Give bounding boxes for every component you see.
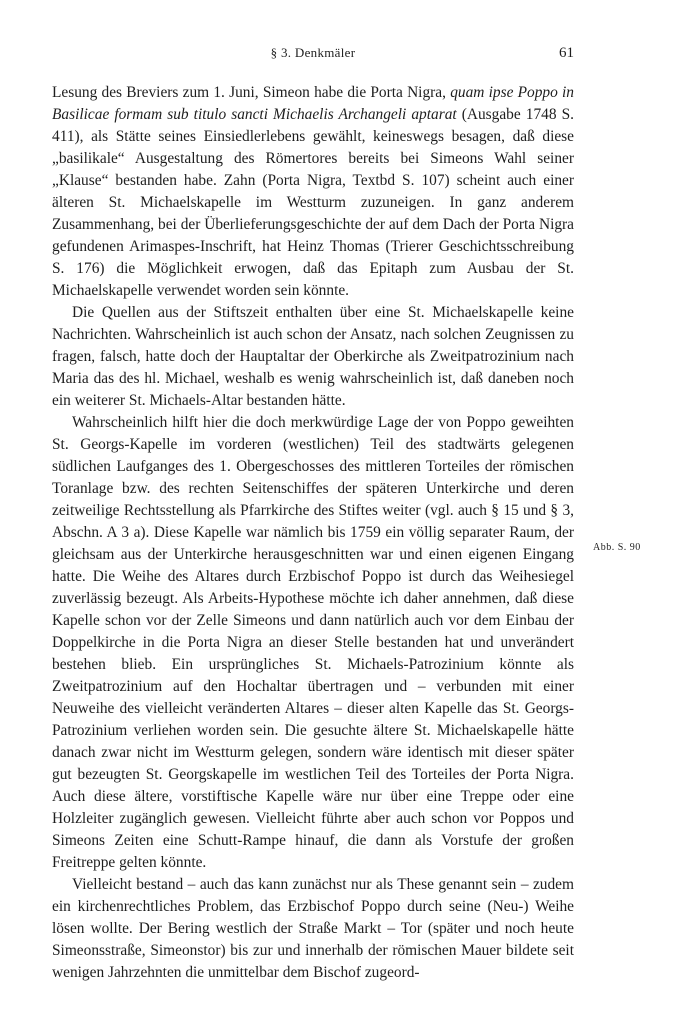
latin-quotation: quam ipse Poppo in Basilicae formam sub titulo sancti Michaelis Archangeli aptarat [52, 84, 574, 123]
paragraph: Vielleicht bestand – auch das kann zunächst nur als These genannt sein – zudem ein kirchenrechtliches Problem, das Erzbischof Poppo durch seine (Neu-) Weihe lösen wollte. Der Bering westlich der Straße Markt – Tor (später und noch heute Simeonsstraße, Simeonstor) bis zur und innerhalb der römischen Mauer bildete seit wenigen Jahrzehnten die unmittelbar dem Bischof zugeord- [52, 876, 574, 981]
figure-reference: Abb. S. 90 [593, 542, 641, 553]
section-title: § 3. Denkmäler [270, 45, 356, 60]
paragraph: Die Quellen aus der Stiftszeit enthalten über eine St. Michaelskapelle keine Nachrichten. Wahrscheinlich ist auch schon der Ansatz, nach solchen Zeugnissen zu fragen, falsch, hatte doch der Hauptaltar der Oberkirche als Zweitpatrozinium nach Maria das des hl. Michael, weshalb es wenig wahrscheinlich ist, daß daneben noch ein weiterer St. Michaels-Altar bestanden hätte. [52, 304, 574, 409]
running-header [52, 45, 574, 61]
page-number: 61 [559, 45, 574, 61]
paragraph-text: (Ausgabe 1748 S. 411), als Stätte seines Einsiedlerlebens gewählt, keineswegs besagen, daß diese „basilikale“ Ausgestaltung des Römertores bereits bei Simeons Wahl seiner „Klause“ bestanden habe. Zahn (Porta Nigra, Textbd S. 107) scheint auch einer älteren St. Michaelskapelle im Westturm zuzuneigen. In ganz anderem Zusammenhang, bei der Überlieferungsgeschichte der auf dem Dach der Porta Nigra gefundenen Arimaspes-Inschrift, hat Heinz Thomas (Trierer Geschichtsschreibung S. 176) die Möglichkeit erwogen, daß das Epitaph zum Ausbau der St. Michaelskapelle verwendet worden sein könnte. [52, 106, 574, 299]
body-text [52, 82, 574, 984]
paragraph [52, 82, 574, 302]
paragraph: Wahrscheinlich hilft hier die doch merkwürdige Lage der von Poppo geweihten St. Georgs-Kapelle im vorderen (westlichen) Teil des stadtwärts gelegenen südlichen Laufganges des 1. Obergeschosses des mittleren Torteiles der römischen Toranlage bzw. des rechten Seitenschiffes der späteren Unterkirche und deren zeitweilige Rechtsstellung als Pfarrkirche des Stiftes weiter (vgl. auch § 15 und § 3, Abschn. A 3 a). Diese Kapelle war nämlich bis 1759 ein völlig separater Raum, der gleichsam aus der Unterkirche herausgeschnitten war und einen eigenen Eingang hatte. Die Weihe des Altares durch Erzbischof Poppo ist durch das Weihesiegel zuverlässig bezeugt. Als Arbeits-Hypothese möchte ich daher annehmen, daß diese Kapelle schon vor der Zelle Simeons und dann natürlich auch vor dem Einbau der Doppelkirche in die Porta Nigra an dieser Stelle bestanden hat und unverändert bestehen blieb. Ein ursprüngliches St. Michaels-Patrozinium könnte als Zweitpatrozinium auf den Hochaltar übertragen und – verbunden mit einer Neuweihe des vielleicht veränderten Altares – dieser alten Kapelle das St. Georgs-Patrozinium verliehen worden sein. Die gesuchte ältere St. Michaelskapelle hätte danach zwar nicht im Westturm gelegen, sondern wäre identisch mit dieser später gut bezeugten St. Georgskapelle im westlichen Teil des Torteiles der Porta Nigra. Auch diese ältere, vorstiftische Kapelle wäre nur über eine Treppe oder eine Holzleiter zugänglich gewesen. Vielleicht führte aber auch schon vor Poppos und Simeons Zeiten eine Schutt-Rampe hinauf, die dann als Vorstufe der großen Freitreppe gelten könnte. [52, 414, 574, 871]
paragraph-text: Lesung des Breviers zum 1. Juni, Simeon habe die Porta Nigra, [52, 84, 451, 101]
